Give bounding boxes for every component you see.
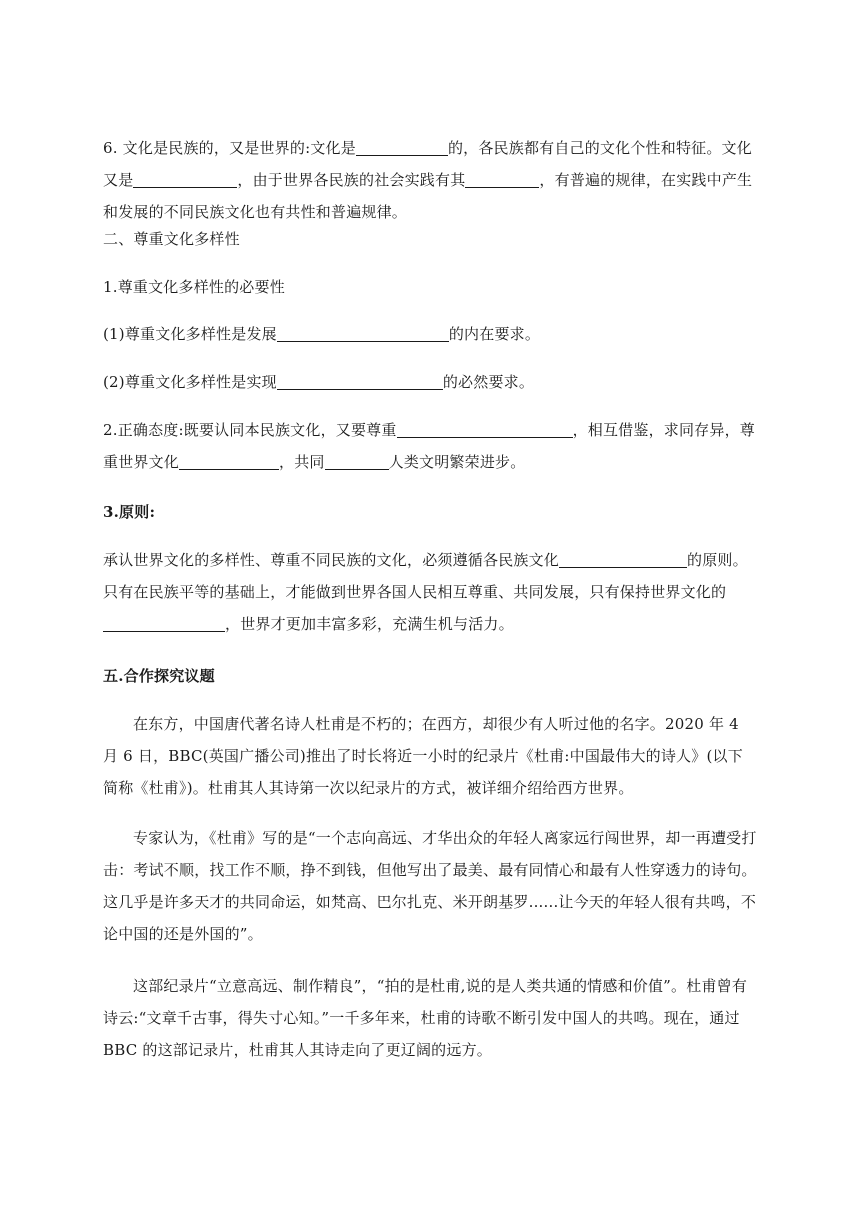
passage-paragraph-1: 在东方，中国唐代著名诗人杜甫是不朽的；在西方，却很少有人听过他的名字。2020 年 4 月 6 日，BBC(英国广播公司)推出了时长将近一小时的纪录片《杜甫:中国最伟大的诗人》(以下简称《杜甫》)。杜甫其人其诗第一次以纪录片的方式，被详细介绍给西方世界。 [103,715,743,797]
subsection-2 [103,414,758,478]
fill-blank[interactable] [277,324,449,342]
q6-text-1: 6. 文化是民族的，又是世界的:文化是 [103,139,356,157]
s3-text-1: 承认世界文化的多样性、尊重不同民族的文化，必须遵循各民族文化 [103,551,560,569]
q6-text-4: ，有普遍的规律，在实践中产生和发展的不同民族文化也有共性和普遍规律。 [103,171,753,221]
item-1-2-text-a: (2)尊重文化多样性是实现 [103,373,277,391]
s2-text-2: ，相互借鉴，求同存异，尊重世界文化 [103,421,755,471]
s3-text-3: ，世界才更加丰富多彩，充满生机与活力。 [225,615,514,633]
fill-blank[interactable] [559,550,687,568]
q6-text-2: 的，各民族都有自己的文化个性和特征。文化又是 [103,139,752,189]
section-2-heading: 二、尊重文化多样性 [103,230,240,248]
item-1-1-text-b: 的内在要求。 [448,325,541,343]
fill-blank[interactable] [103,614,225,632]
item-1-2 [103,366,758,398]
fill-blank[interactable] [397,420,573,438]
passage-paragraph-2: 专家认为，《杜甫》写的是“一个志向高远、才华出众的年轻人离家远行闯世界，却一再遭受打击：考试不顺，找工作不顺，挣不到钱，但他写出了最美、最有同情心和最有人性穿透力的诗句。这几乎是许多天才的共同命运，如梵高、巴尔扎克、米开朗基罗......让今天的年轻人很有共鸣，不论中国的还是外国的”。 [103,829,757,943]
question-6 [103,132,758,228]
subsection-1-heading: 1.尊重文化多样性的必要性 [103,278,285,296]
fill-blank[interactable] [465,170,539,188]
s2-text-4: 人类文明繁荣进步。 [388,453,526,471]
subsection-3-heading: 3.原则: [103,503,156,521]
fill-blank[interactable] [277,372,443,390]
passage-paragraph-3: 这部纪录片“立意高远、制作精良”，“拍的是杜甫,说的是人类共通的情感和价值”。杜甫曾有诗云:“文章千古事，得失寸心知。”一千多年来，杜甫的诗歌不断引发中国人的共鸣。现在，通过 BBC 的这部记录片，杜甫其人其诗走向了更辽阔的远方。 [103,977,748,1059]
fill-blank[interactable] [325,452,389,470]
s2-text-1: 2.正确态度:既要认同本民族文化，又要尊重 [103,421,397,439]
item-1-1 [103,318,758,350]
fill-blank[interactable] [133,170,237,188]
s2-text-3: ，共同 [279,453,325,471]
s3-text-2: 的原则。只有在民族平等的基础上，才能做到世界各国人民相互尊重、共同发展，只有保持世界文化的 [103,551,748,601]
section-5-heading: 五.合作探究议题 [103,667,215,685]
item-1-1-text-a: (1)尊重文化多样性是发展 [103,325,277,343]
fill-blank[interactable] [356,138,448,156]
fill-blank[interactable] [179,452,279,470]
q6-text-3: ，由于世界各民族的社会实践有其 [237,171,466,189]
subsection-3-body [103,544,758,640]
item-1-2-text-b: 的必然要求。 [442,373,535,391]
